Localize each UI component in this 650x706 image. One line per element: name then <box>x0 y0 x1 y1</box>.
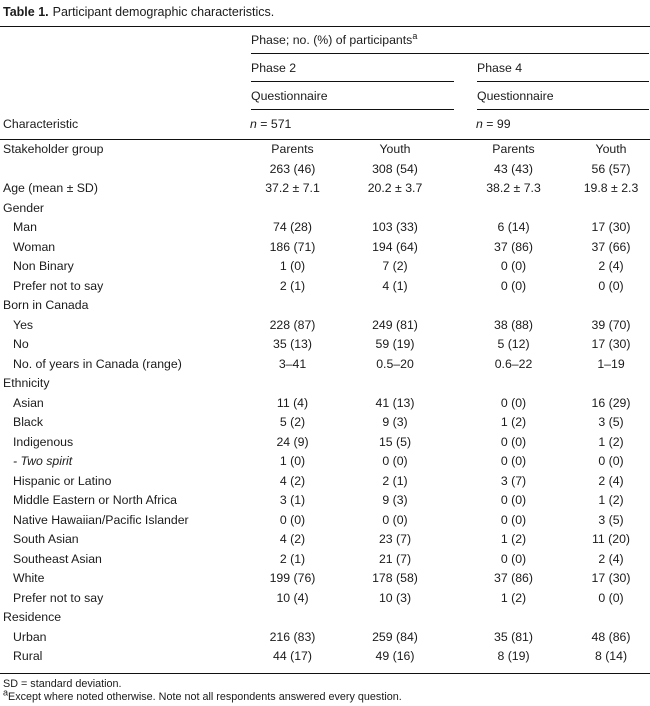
table-body <box>0 140 650 674</box>
row-value <box>250 199 335 219</box>
header-n-phase4 <box>455 111 650 140</box>
table-row <box>0 394 650 414</box>
header-phase2-label: Phase 2 <box>251 56 454 82</box>
table-row <box>0 355 650 375</box>
row-value <box>335 296 455 316</box>
row-label: Urban <box>13 629 47 644</box>
row-value <box>335 608 455 628</box>
row-value: 8 (19) <box>455 647 572 673</box>
row-value: 16 (29) <box>591 395 631 410</box>
header-spacer <box>0 83 250 111</box>
row-label: No <box>13 337 29 351</box>
row-value: 9 (3) <box>382 415 408 429</box>
header-row-phases <box>0 55 650 83</box>
row-value: 5 (2) <box>279 415 306 429</box>
row-value <box>455 199 572 219</box>
row-label: Man <box>13 220 37 234</box>
row-label: Age (mean ± SD) <box>3 181 98 195</box>
header-phase4-cell <box>455 55 650 83</box>
row-label: South Asian <box>13 532 79 546</box>
header-top-span-cell <box>250 27 650 56</box>
row-value <box>572 296 650 316</box>
table-footnotes <box>0 674 650 704</box>
row-value: 3–41 <box>278 356 307 371</box>
row-value <box>572 199 650 219</box>
row-value: 35 (13) <box>273 337 312 351</box>
table-row <box>0 316 650 336</box>
header-row-questionnaire <box>0 83 650 111</box>
header-row-top-span <box>0 27 650 56</box>
header-questionnaire4-cell <box>455 83 650 111</box>
table-row <box>0 296 650 316</box>
row-label: Prefer not to say <box>13 590 104 605</box>
row-value: 259 (84) <box>372 629 418 644</box>
row-value: 6 (14) <box>497 220 530 234</box>
n-symbol: n <box>250 117 257 131</box>
row-label <box>0 160 250 180</box>
table-row <box>0 589 650 609</box>
table-row <box>0 433 650 453</box>
row-value: 199 (76) <box>269 571 316 585</box>
row-value: 216 (83) <box>269 629 316 644</box>
table-row <box>0 511 650 531</box>
row-value: 37 (86) <box>494 239 533 254</box>
row-value: 0 (0) <box>500 395 527 410</box>
row-value: 249 (81) <box>372 317 418 332</box>
row-value: 0 (0) <box>500 434 527 449</box>
footnote-a-marker: a <box>3 686 9 697</box>
row-label: Gender <box>3 200 45 215</box>
row-value: 186 (71) <box>269 239 316 254</box>
table-title <box>0 0 650 26</box>
row-value: 2 (1) <box>279 551 306 566</box>
row-value: 4 (2) <box>279 473 306 488</box>
footnote-a-text: Except where noted otherwise. Note not all respondents answered every question. <box>8 690 402 703</box>
row-value: 37.2 ± 7.1 <box>265 181 320 195</box>
table-row <box>0 238 650 258</box>
row-value <box>455 608 572 628</box>
row-label: Prefer not to say <box>13 278 104 293</box>
row-label: - Two spirit <box>13 454 73 468</box>
row-value <box>250 374 335 394</box>
row-value: 8 (14) <box>572 647 650 673</box>
row-value: 17 (30) <box>591 571 631 585</box>
row-value: 38 (88) <box>494 317 533 332</box>
row-value: 3 (1) <box>279 493 306 507</box>
row-value: 0.6–22 <box>494 356 533 371</box>
header-spacer <box>0 27 250 56</box>
row-value: 43 (43) <box>494 161 533 176</box>
row-value: Youth <box>379 142 411 156</box>
row-value: 11 (4) <box>276 395 309 410</box>
row-value <box>572 608 650 628</box>
row-value: 41 (13) <box>375 395 415 410</box>
row-value: 19.8 ± 2.3 <box>583 181 639 195</box>
table-row <box>0 647 650 673</box>
row-label: Rural <box>0 647 250 673</box>
row-value: 44 (17) <box>250 647 335 673</box>
header-questionnaire4-label: Questionnaire <box>477 84 649 110</box>
table-row <box>0 140 650 160</box>
row-value: 1 (0) <box>279 454 306 468</box>
row-value <box>572 374 650 394</box>
row-value: 48 (86) <box>591 629 631 644</box>
row-value: 37 (86) <box>494 571 533 585</box>
demographics-table <box>0 26 650 674</box>
row-label: Asian <box>13 395 44 410</box>
table-row <box>0 218 650 238</box>
row-label: Southeast Asian <box>13 551 102 566</box>
table-row <box>0 628 650 648</box>
row-value: 263 (46) <box>269 161 316 176</box>
table-title-label: Table 1. <box>3 5 49 19</box>
row-label: No. of years in Canada (range) <box>13 356 182 371</box>
row-value <box>455 296 572 316</box>
row-value: 1 (2) <box>500 590 527 605</box>
row-label: Indigenous <box>13 434 74 449</box>
row-value <box>250 296 335 316</box>
header-spacer <box>0 55 250 83</box>
row-value: 0 (0) <box>500 278 527 293</box>
row-value: 3 (7) <box>500 473 527 488</box>
row-value: 24 (9) <box>276 434 309 449</box>
row-label: Middle Eastern or North Africa <box>13 493 178 507</box>
n-symbol: n <box>476 117 483 131</box>
row-value <box>335 199 455 219</box>
row-value: 59 (19) <box>375 337 415 351</box>
row-label: Residence <box>3 610 62 624</box>
table-row <box>0 569 650 589</box>
row-value <box>335 374 455 394</box>
row-value: 0.5–20 <box>376 356 414 371</box>
row-value: 2 (1) <box>279 278 306 293</box>
row-value: 103 (33) <box>372 220 418 234</box>
row-value: 0 (0) <box>598 278 624 293</box>
table-row <box>0 374 650 394</box>
row-value: 20.2 ± 3.7 <box>367 181 423 195</box>
row-value: 5 (12) <box>497 337 530 351</box>
row-value: 17 (30) <box>591 220 631 234</box>
table-row <box>0 491 650 511</box>
row-value: 0 (0) <box>598 590 624 605</box>
header-questionnaire2-cell <box>250 83 455 111</box>
row-value: 1 (2) <box>598 434 624 449</box>
row-value: 2 (4) <box>598 551 624 566</box>
table-row <box>0 608 650 628</box>
row-label: Black <box>13 415 44 429</box>
row-value: 0 (0) <box>598 454 624 468</box>
row-label: Stakeholder group <box>3 142 104 156</box>
row-value: 74 (28) <box>273 220 312 234</box>
row-value: 308 (54) <box>372 161 418 176</box>
row-value: 0 (0) <box>500 493 527 507</box>
row-value: 17 (30) <box>591 337 631 351</box>
table-row <box>0 277 650 297</box>
table-row <box>0 550 650 570</box>
table-row <box>0 335 650 355</box>
table-row <box>0 472 650 492</box>
header-top-span-label: Phase; no. (%) of participants <box>251 33 413 47</box>
row-value <box>455 374 572 394</box>
row-value: 0 (0) <box>500 259 527 273</box>
row-label: Woman <box>13 239 56 254</box>
header-phase4-label: Phase 4 <box>477 56 649 82</box>
table-row <box>0 452 650 472</box>
row-value: 1 (2) <box>500 415 527 429</box>
row-value: 0 (0) <box>382 512 408 527</box>
row-value: 35 (81) <box>494 629 533 644</box>
row-value: 15 (5) <box>378 434 412 449</box>
footnote-sd: SD = standard deviation. <box>3 677 122 690</box>
row-value: 3 (5) <box>598 415 624 429</box>
footnote-a <box>3 686 650 704</box>
row-value: 1 (0) <box>279 259 306 273</box>
table-row <box>0 160 650 180</box>
row-value: 1 (2) <box>598 493 624 507</box>
row-value: 2 (4) <box>598 259 624 273</box>
table-row <box>0 257 650 277</box>
table-title-text: Participant demographic characteristics. <box>52 5 275 19</box>
table-row <box>0 413 650 433</box>
header-top-span-underline <box>251 28 649 54</box>
row-value: 2 (1) <box>382 473 408 488</box>
row-value: Parents <box>492 142 535 156</box>
row-value: 0 (0) <box>500 454 527 468</box>
row-label: Native Hawaiian/Pacific Islander <box>13 512 189 527</box>
row-value: Youth <box>595 142 627 156</box>
row-value: 10 (3) <box>378 590 412 605</box>
n-value: = 99 <box>482 117 511 131</box>
row-value: 10 (4) <box>276 590 309 605</box>
header-n-phase2 <box>250 111 455 140</box>
row-label: Ethnicity <box>3 376 50 390</box>
row-value: 56 (57) <box>591 161 631 176</box>
row-value <box>250 608 335 628</box>
row-label: Born in Canada <box>3 298 89 312</box>
row-value: 39 (70) <box>591 317 631 332</box>
row-value: 0 (0) <box>382 454 408 468</box>
row-value: 0 (0) <box>279 512 306 527</box>
table-row <box>0 530 650 550</box>
header-phase2-cell <box>250 55 455 83</box>
row-label: Hispanic or Latino <box>13 473 112 488</box>
row-value: 21 (7) <box>378 551 412 566</box>
header-questionnaire2-label: Questionnaire <box>251 84 454 110</box>
row-value: 4 (2) <box>279 532 306 546</box>
footnote-marker-a: a <box>412 30 418 41</box>
row-value: 1–19 <box>597 356 625 371</box>
table-header <box>0 27 650 140</box>
row-label: Non Binary <box>13 259 74 273</box>
row-value: 11 (20) <box>591 532 631 546</box>
row-value: 38.2 ± 7.3 <box>486 181 541 195</box>
row-value: 178 (58) <box>372 571 418 585</box>
row-value: 37 (66) <box>591 239 631 254</box>
row-value: Parents <box>271 142 314 156</box>
header-row-characteristic <box>0 111 650 140</box>
header-characteristic-label: Characteristic <box>0 111 250 140</box>
row-value: 1 (2) <box>500 532 527 546</box>
row-value: 228 (87) <box>269 317 316 332</box>
row-value: 2 (4) <box>598 473 624 488</box>
row-value: 4 (1) <box>382 278 408 293</box>
row-label: White <box>13 571 45 585</box>
row-value: 194 (64) <box>372 239 418 254</box>
row-value: 9 (3) <box>382 493 408 507</box>
row-value: 49 (16) <box>335 647 455 673</box>
row-value: 0 (0) <box>500 512 527 527</box>
table-row <box>0 179 650 199</box>
table-row <box>0 199 650 219</box>
n-value: = 571 <box>256 117 292 131</box>
row-value: 0 (0) <box>500 551 527 566</box>
row-value: 3 (5) <box>598 512 624 527</box>
row-value: 23 (7) <box>378 532 412 546</box>
row-label: Yes <box>13 317 34 332</box>
row-value: 7 (2) <box>382 259 408 273</box>
